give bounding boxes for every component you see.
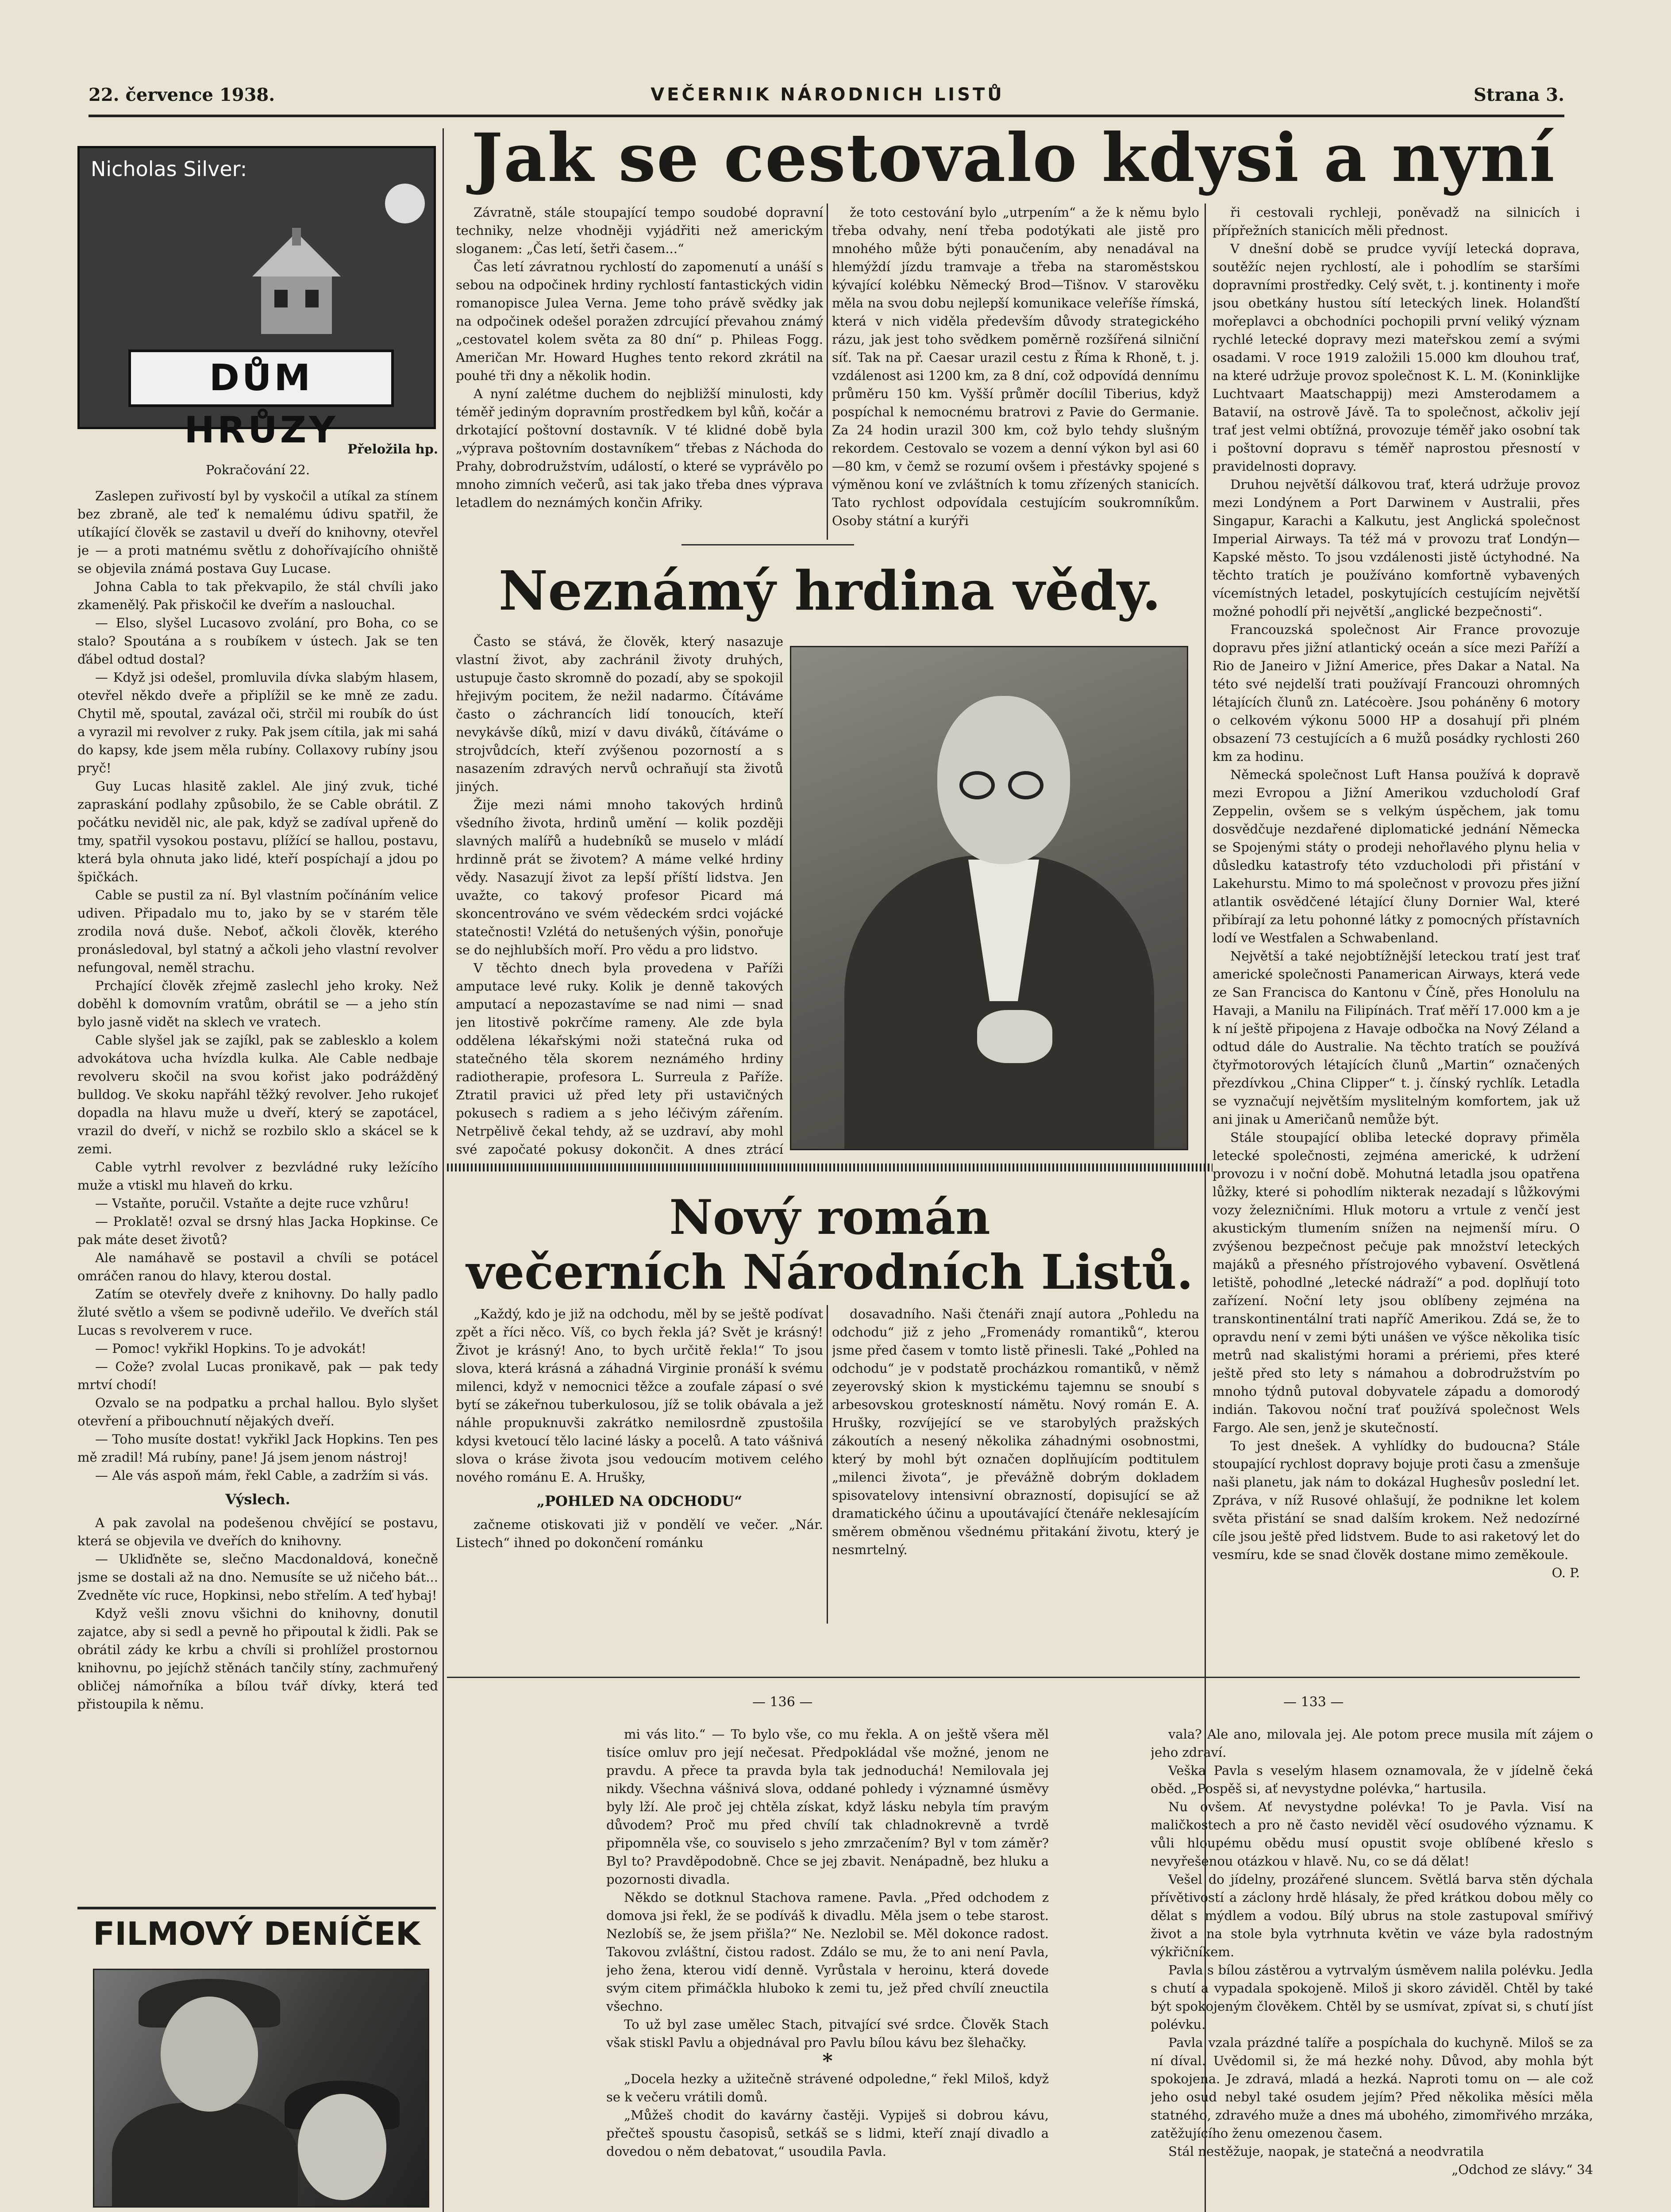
story-paragraph: Někdo se dotknul Stachova ramene. Pavla. „Před odchodem z domova jsi řekl, že se podíváš k divadlu. Měla jsem o tebe starost. Nezlobíš se, že jsem přišla?“ Ne. Nezlobil se. Měl dokonce radost. Takovou zvláštní, čistou radost. Zdálo se mu, že to ani není Pavla, jeho žena, kterou vidí denně. Vyrůstala v heroinu, která dovede svým citem přimáčkla hluboko k zemi tu, jež před chvílí zneuctila všechno. [606,1890,1049,2014]
serial-paragraph: — Elso, slyšel Lucasovo zvolání, pro Boha, co se stalo? Spoutána a s roubíkem v ústech. Jak se ten ďábel odtud dostal? [77,615,438,667]
story-paragraph: Nu ovšem. Ať nevystydne polévka! To je Pavla. Visí na maličkostech a pro ně často neviděl věcí osudového významu. K vůli hloupému obědu musí opustit svoje oblíbené křeslo s nevyřešenou otázkou v hlavě. Nu, co se dá dělat! [1151,1799,1593,1869]
novel-col2 [832,1305,1199,1624]
serial-paragraph: — Ukliďněte se, slečno Macdonaldová, konečně jsme se dostali až na dno. Nemusíte se už ničeho bát... Zvedněte víc ruce, Hopkinsi, nebo střelím. A teď hybaj! [77,1551,438,1603]
page-header [89,77,1564,117]
story-paragraph: Stál nestěžuje, naopak, je statečná a neodvratila [1168,2144,1484,2159]
film-section-title: FILMOVÝ DENÍČEK [77,1907,436,1955]
serial-paragraph: Prchající člověk zřejmě zaslechl jeho kroky. Než doběhl k domovním vratům, obrátil se — a jeho stín bylo jasně vidět na sklech ve vratech. [77,978,438,1029]
novel-paragraph: dosavadního. Naši čtenáři znají autora „Pohledu na odchodu“ již z jeho „Fromenády romantiků“, kterou jsme před časem v tomto listě přinesli. Také „Pohled na odchodu“ je v podstatě procházkou romantiků, v němž zeyerovský skion k mystickému tajemnu se snoubí s arbesovskou groteskností námětu. Nový román E. A. Hrušky, rozvíjející se ve starobylých pražských zákoutích a nesený několika záhadnými osobnostmi, který by mohl být označen doplňujícím podtitulem „milenci života“, je převážně dobrým dokladem spisovatelovy intensivní obrazností, dopisující se až dramatického účinu a upoutávající čtenáře neklesajícím směrem obměnou všednému přitakání životu, který je nesmrtelný. [832,1306,1199,1557]
section-rule [681,544,854,545]
serial-paragraph: Zaslepen zuřivostí byl by vyskočil a utíkal za stínem bez zbraně, ale teď k nemalému údivu spatřil, že utíkající člověk se zastavil u dveří do knihovny, otevřel je — a proti matnému světlu z dohořívajícího ohniště se objevila známá postava Guy Lucase. [77,488,438,576]
moon-icon [385,184,425,223]
article-paragraph: že toto cestování bylo „utrpením“ a že k němu bylo třeba odvahy, není třeba podotýkati ale jistě pro mnohého může býti ponaučením, aby nenadával na hlemýždí jízdu tramvaje a třeba na staroměstskou kývající kolébku Německý Brod—Tišnov. V starověku měla na svou dobu nejlepší komunikace veleříše římská, která v nich viděla především důvody strategického rázu, jak jest toho svědkem poměrně rozšířená silniční síť. Tak na př. Caesar urazil cestu z Říma k Rhoně, t. j. vzdálenost asi 1200 km, za 8 dní, což odpovídá dennímu průměru 150 km. Vyšší průměr docílil Tiberius, když pospíchal k nemocnému bratrovi z Pavie do Germanie. Za 24 hodin urazil 300 km, což bylo tehdy slušným rekordem. Cestovalo se vozem a denní výkon byl asi 60—80 km, v čemž se rozumí ovšem i přestávky spojené s výměnou koní ve zvláštních k tomu zřízených stanicích. Tato rychlost odpovídala cestujícím soukromníkům. Osoby státní a kurýři [832,205,1199,528]
story-paragraph: Vešel do jídelny, prozářené sluncem. Světlá barva stěn dýchala přívětivostí a záclony hrdě hlásaly, že před krátkou dobou měly co dělat s mýdlem a vodou. Bílý ubrus na stole zastupoval smířivý život a na stole byla vytrhnuta květin ve váze byla radostným výkřičníkem. [1151,1872,1593,1959]
section-rule [447,1677,1580,1678]
story-page-number: — 136 — [752,1694,813,1710]
article-travel-col2 [832,204,1199,544]
article-paragraph: Často se stává, že člověk, který nasazuje vlastní život, aby zachránil životy druhých, ustupuje často skromně do pozadí, aby se spokojil hřejivým pocitem, že nežil nadarmo. Čítáváme často o záchrancích lidí tonoucích, kteří nevykávše díků, mizí v davu diváků, čítáváme o strojvůdcích, kteří zvýšenou pozorností a s nasazením zdravých nervů ochraňují sta životů jiných. [456,634,783,794]
article-paragraph: Závratně, stále stoupající tempo soudobé dopravní techniky, nelze vhodněji vyjádřiti než americkým sloganem: „Čas letí, šetři časem...“ [456,205,823,256]
story-page-number: — 133 — [1283,1694,1344,1710]
article-hero-text [456,633,783,1159]
story-left-column [606,1725,1049,2212]
novel-paragraph: „Každý, kdo je již na odchodu, měl by se ještě podívat zpět a říci něco. Víš, co bych řekla já? Svět je krásný! Život je krásný! Ano, to bych určitě řekla!“ To jsou slova, která krásná a záhadná Virginie pronáší k svému milenci, když v nemocnici těžce a zoufale zápasí o své bytí se zákeřnou tuberkulosou, jíž se tolik obávala a jež náhle propuknuvši zakrátko nemilosrdně zpustošila kdysi kvetoucí tělo laciné lásky a pocelů. A tato vášnivá slova o kráse života jsou vedoucím motivem celého nového románu E. A. Hrušky, [456,1306,823,1485]
story-right-column [1151,1725,1593,2212]
story-paragraph: mi vás lito.“ — To bylo vše, co mu řekla. A on ještě všera měl tisíce omluv pro její nečesat. Předpokládal vše možné, jenom ne pravdu. A přece ta pravda byla tak jednoduchá! Nemilovala jej nikdy. Všechna vášnivá slova, oddané pohledy i významné úsměvy byly lží. Ale proč jej chtěla získat, když lásku nebyla tím pravým důvodem? Proč mu před chvílí tak chladnokrevně a tvrdě připomněla vše, co souviselo s jeho zmrzačením? Byl v tom záměr? Byl to? Pravděpodobně. Chce se jej zbavit. Nenápadně, bez hluku a pozornosti divadla. [606,1727,1049,1887]
serial-paragraph: — Když jsi odešel, promluvila dívka slabým hlasem, otevřel někdo dveře a připlížil se ke mně ze zadu. Chytil mě, spoutal, zavázal oči, strčil mi roubík do úst a vyrazil mi revolver z ruky. Pak jsem cítila, jak mi sahá do kapsy, kde jsem měla rubíny. Collaxovy rubíny jsou pryč! [77,670,438,776]
serial-paragraph: Cable se pustil za ní. Byl vlastním počínáním velice udiven. Připadalo mu to, jako by se v starém těle zrodila nová duše. Neboť, ačkoli člověk, kterého pronásledoval, byl statný a ačkoli jeho vlastní revolver nefungoval, neměl strachu. [77,887,438,975]
article-paragraph: A nyní zalétme duchem do nejbližší minulosti, kdy téměř jediným dopravním prostředkem byl kůň, kočár a drkotající poštovní dostavník. V té klidné době byla „výprava poštovním dostavníkem“ třebas z Náchoda do Prahy, dobrodružstvím, událostí, o které se vyprávělo po mnoho zimních večerů, asi tak jako třeba dnes výprava letadlem do neznámých končin Afriky. [456,386,823,510]
serial-text-column [77,440,438,1896]
article-paragraph: ři cestovali rychleji, poněvadž na silnicích i přípřežních stanicích měli přednost. [1213,205,1580,238]
house-illustration-icon [239,228,354,338]
header-page-number: Strana 3. [1473,84,1564,105]
serial-subhead: Výslech. [225,1491,290,1508]
article-paragraph: Žije mezi námi mnoho takových hrdinů všedního života, hrdinů umění — kolik později slavných malířů a hudebníků se muselo v mládí hrdinně prát se životem? A máme velké hrdiny vědy. Nasazují život za lepší příští lidstva. Jen uvažte, co takový profesor Picard má skoncentrováno ve svém vědeckém srdci vojácké statečnosti! Vzlétá do netušených výšin, ponořuje se do nejhlubších moří. Pro vědu a pro lidstvo. [456,797,783,957]
serial-paragraph: — Vstaňte, poručil. Vstaňte a dejte ruce vzhůru! [95,1196,409,1211]
dotted-divider [447,1164,1213,1171]
film-still-photo [93,1969,429,2208]
article-paragraph: Největší a také nejobtížnější leteckou tratí jest trať americké společnosti Panamerican Airways, která vede ze San Francisca do Kantonu v Číně, přes Honolulu na Havaji, a Manilu na Filipínách. Trať měří 17.000 km a je k ní ještě připojena z Havaje odbočka na Nový Zéland a odtud dále do Australie. Na těchto tratích se používá čtyřmotorových létajících člunů „Martin“ označených přezdívkou „China Clipper“ t. j. čínský rychlík. Letadla se vyznačují největším myslitelným komfortem, jak už ani jinak u Američanů nemůže být. [1213,949,1580,1127]
story-paragraph: Pavla vzala prázdné talíře a pospíchala do kuchyně. Miloš se za ní díval. Uvědomil si, že má hezké nohy. Důvod, aby mohla být spokojena. Je zdravá, mladá a hezká. Naproti tomu on — ale což jeho osud nebyl také osudem jejím? Před několika měsíci měla statného, zdravého muže a dnes má ubohého, zimomřivého mrzáka, zatěžujícího ženu omezenou časem. [1151,2035,1593,2141]
article-paragraph: Čas letí závratnou rychlostí do zapomenutí a unáší s sebou na odpočinek hrdiny rychlostí fantastických vidin romanopisce Julea Verna. Jeme toho právě svědky jak na odpočinek odešel poražen zdrcující převahou známý „cestovatel kolem světa za 80 dní“ p. Phileas Fogg. Američan Mr. Howard Hughes tento rekord zkrátil na pouhé tři dny a několik hodin. [456,259,823,383]
article-signature: O. P. [1552,1565,1580,1580]
serial-author: Nicholas Silver: [91,157,247,181]
article-paragraph: Druhou největší dálkovou trať, která udržuje provoz mezi Londýnem a Port Darwinem v Australii, přes Singapur, Karachi a Kalkutu, jest Anglická společnost Imperial Airways. Ta též má v provozu trať Londýn—Kapské město. To jsou vzdálenosti jistě úctyhodné. Na těchto tratích je používáno komfortně vybavených vícemístných letadel, poskytujících cestujícím největší možné pohodlí při největší „anglické bezpečnosti“. [1213,477,1580,619]
novel-col1 [456,1305,823,1624]
story-footer-note: „Odchod ze slávy.“ 34 [1452,2162,1593,2177]
serial-paragraph: Cable slyšel jak se zajíkl, pak se zablesklo a kolem advokátova ucha hvízdla kulka. Ale Cable nedbaje revolveru skočil na svou kořist jako podrážděný bulldog. Ve skoku napřáhl těžký revolver. Jeho rukojeť dopadla na hlavu muže u dveří, který se zapotácel, vrazil do dveří, v nichž se rozbilo sklo a skácel se k zemi. [77,1033,438,1156]
novel-paragraph: začneme otiskovati již v pondělí ve večer. „Nár. Listech“ ihned po dokončení románku [456,1517,823,1550]
column-divider [827,204,828,540]
article-paragraph: Stále stoupající obliba letecké dopravy přiměla letecké společnosti, zejména americké, k udržení provozu i v noční době. Mohutná letadla jsou opatřena lůžky, které si pohodlím nikterak nezadají s lůžkovými vozy železničními. Hluk motoru a vrtule z venčí jest akustickým tlumením snížen na nejmenší míru. O zvýšenou bezpečnost pečuje pak množství leteckých majáků a přesného přístrojového vybavení. Osvětlená letiště, pohodlné „letecké nádraží“ a pod. doplňují toto zařízení. Noční lety jsou oblíbeny zejména na transkontinentální trati napříč Amerikou. Zdá se, že to opravdu není v zemi býti unášen ve výšce několika tisíc metrů nad skalistými horami a prériemi, přes které ještě před sto lety s námahou a dobrodružstvím po mnoho týdnů putoval dobyvatele západu a domorodý indián. Takovou noční trať používá společnost Wels Fargo. Ale sen, jenž je skutečností. [1213,1130,1580,1435]
article-paragraph: V dnešní době se prudce vyvíjí letecká doprava, soutěžíc nejen rychlostí, ale i pohodlím se staršími dopravními prostředky. Celý svět, t. j. kontinenty i moře jsou obetkány hustou sítí leteckých linek. Holanďští mořeplavci a obchodníci pochopili první veliký význam rychlé letecké dopravy mezi mateřskou zemí a svými osadami. V roce 1919 založili 15.000 km dlouhou trať, na které udržuje provoz společnost K. L. M. (Koninklijke Luchtvaart Maatschappij) mezi Amsterodamem a Batavií, na ostrově Jávě. Ta to společnost, ačkoliv její trať jest velmi obtížná, provozuje téměř jako osobní tak i poštovní dopravu s téměř naprostou přesností v pravidelnosti dopravy. [1213,241,1580,474]
article-paragraph: To jest dnešek. A vyhlídky do budoucna? Stále stoupající rychlost dopravy bojuje proti času a zmenšuje naši planetu, jak nám to dokázal Hughesův poslední let. Zpráva, v níž Rusové ohlašují, že podnikne let kolem světa přistání se snad dalším krokem. Než nedozírné cíle jsou ještě před lidstvem. Bude to asi raketový let do vesmíru, kde se snad člověk dostane mimo zeměkoule. [1213,1438,1580,1562]
serial-paragraph: — Toho musíte dostat! vykřikl Jack Hopkins. Ten pes mě zradil! Má rubíny, pane! Já jsem jenom nástroj! [77,1432,438,1465]
serial-paragraph: A pak zavolal na podešenou chvějící se postavu, která se objevila ve dveřích do knihovny. [77,1515,438,1548]
serial-title: DŮM HRŮZY [128,349,394,407]
novel-headline-line1: Nový román [669,1190,990,1245]
serial-paragraph: Cable vytrhl revolver z bezvládné ruky ležícího muže a vtiskl mu hlaveň do krku. [77,1160,438,1193]
novel-title-quote: „POHLED NA ODCHODU“ [536,1493,743,1509]
novel-headline [456,1190,1204,1301]
article-paragraph: V těchto dnech byla provedena v Paříži amputace levé ruky. Kolik je denně takových amputací a nepozastavíme se nad nimi — snad jen litostivě pokrčíme rameny. Ale zde byla oddělena lékařskými noži statečná ruka od statečného těla skorem neznámého hrdiny radiotherapie, profesora L. Surreula z Paříže. Ztratil pravici už před lety při ustavičných pokusech s radiem a s jeho léčivým zářením. Netrpělivě čekal tehdy, až se uzdraví, aby mohl své započaté pokusy dokončit. A dnes ztrácí [456,960,783,1157]
serial-paragraph: Guy Lucas hlasitě zaklel. Ale jiný zvuk, tiché zapraskání podlahy způsobilo, že se Cable obrátil. Z počátku neviděl nic, ale pak, když se zadíval upřeně do tmy, spatřil vysokou postavu, plížící se hallou, postavu, která byla ohnuta jako lidé, kteří pospíchají a jdou po špičkách. [77,779,438,884]
article-travel-col3 [1213,204,1580,1641]
story-paragraph: „Docela hezky a užitečně strávené odpoledne,“ řekl Miloš, když se k večeru vrátili domů. [606,2071,1049,2104]
serial-continuation: Pokračování 22. [205,462,310,477]
story-paragraph: „Můžeš chodit do kavárny častěji. Vypiješ si dobrou kávu, přečteš spoustu časopisů, setkáš se s lidmi, kteří znají divadlo a dovedou o něm debatovat,“ usoudila Pavla. [606,2108,1049,2159]
serial-paragraph: Když vešli znovu všichni do knihovny, donutil zajatce, aby si sedl a pevně ho připoutal k židli. Pak se obrátil zády ke krbu a chvíli si prohlížel prostornou knihovnu, po jejíchž stěnách tančily stíny, zachmuřený obličej námořníka a bílou tvář dívky, která teď přistoupila k němu. [77,1606,438,1712]
story-paragraph: Veška Pavla s veselým hlasem oznamovala, že v jídelně čeká oběd. „Pospěš si, ať nevystydne polévka,“ hartusila. [1151,1763,1593,1796]
serial-paragraph: Johna Cabla to tak překvapilo, že stál chvíli jako zkamenělý. Pak přiskočil ke dveřím a naslouchal. [77,579,438,612]
story-paragraph: Pavla s bílou zástěrou a vytrvalým úsměvem nalila polévku. Jedla s chutí a vypadala spokojeně. Miloš ji skoro záviděl. Chtěl by také být spokojeným člověkem. Chtěl by se usmívat, zpívat si, s chutí jíst polévku. [1151,1962,1593,2032]
column-divider [827,1305,828,1624]
serial-paragraph: Ozvalo se na podpatku a prchal hallou. Bylo slyšet otevření a přibouchnutí nějakých dveří. [77,1395,438,1429]
column-divider [443,128,444,2212]
article-travel-headline: Jak se cestovalo kdysi a nyní [471,119,1555,197]
portrait-photo [790,646,1188,1150]
novel-headline-line2: večerních Národních Listů. [466,1244,1194,1300]
serial-paragraph: — Ale vás aspoň mám, řekl Cable, a zadržím si vás. [95,1468,429,1483]
header-date: 22. července 1938. [89,84,275,105]
story-separator-star: * [822,2050,833,2072]
article-paragraph: Francouzská společnost Air France provozuje dopravu přes jižní atlantický oceán a síce mezi Paříží a Rio de Janeiro v Jižní Americe, přes Dakar a Natal. Na této své nejdelší trati používají Francouzi ohromných létajících člunů zn. Latécoère. Jsou poháněny 6 motory o celkovém výkonu 5000 HP a dosahují při plném obsazení 73 cestujících a 6 mužů posádky rychlosti 260 km za hodinu. [1213,622,1580,764]
article-paragraph: Německá společnost Luft Hansa používá k dopravě mezi Evropou a Jižní Amerikou vzducholodí Graf Zeppelin, ovšem se s velkým úspěchem, jak tomu dosvědčuje nezdařené diplomatické jednání Německa se Spojenými státy o prodeji nehořlavého plynu helia v důsledku katastrofy této vzducholodi při přistání v Lakehurstu. Mimo to má společnost v provozu přes jižní atlantik osvědčené létající čluny Dornier Wal, které přibírají za letu pohonné látky z pomocných přístavních lodí ve Westfalen a Schwabenland. [1213,767,1580,945]
serial-paragraph: Ale namáhavě se postavil a chvíli se potácel omráčen ranou do hlavy, kterou dostal. [77,1250,438,1283]
serial-translator: Přeložila hp. [347,442,438,457]
serial-paragraph: — Cože? zvolal Lucas pronikavě, pak — pak tedy mrtví chodí! [77,1359,438,1392]
story-paragraph: To už byl zase umělec Stach, pitvající své srdce. Člověk Stach však stiskl Pavlu a objednával pro Pavlu bílou kávu bez šlehačky. [606,2017,1049,2050]
serial-paragraph: Zatím se otevřely dveře z knihovny. Do hally padlo žluté světlo a všem se podivně udeřilo. Ve dveřích stál Lucas s revolverem v ruce. [77,1286,438,1338]
header-paper-name: VEČERNIK NÁRODNICH LISTŮ [651,84,1005,105]
story-paragraph: vala? Ale ano, milovala jej. Ale potom prece musila mít zájem o jeho zdraví. [1151,1727,1593,1760]
article-travel-col1 [456,204,823,553]
serial-paragraph: — Proklatě! ozval se drsný hlas Jacka Hopkinse. Ce pak máte deset životů? [77,1214,438,1247]
article-hero-headline: Neznámý hrdina vědy. [498,559,1161,622]
serial-paragraph: — Pomoc! vykřikl Hopkins. To je advokát! [95,1341,366,1356]
